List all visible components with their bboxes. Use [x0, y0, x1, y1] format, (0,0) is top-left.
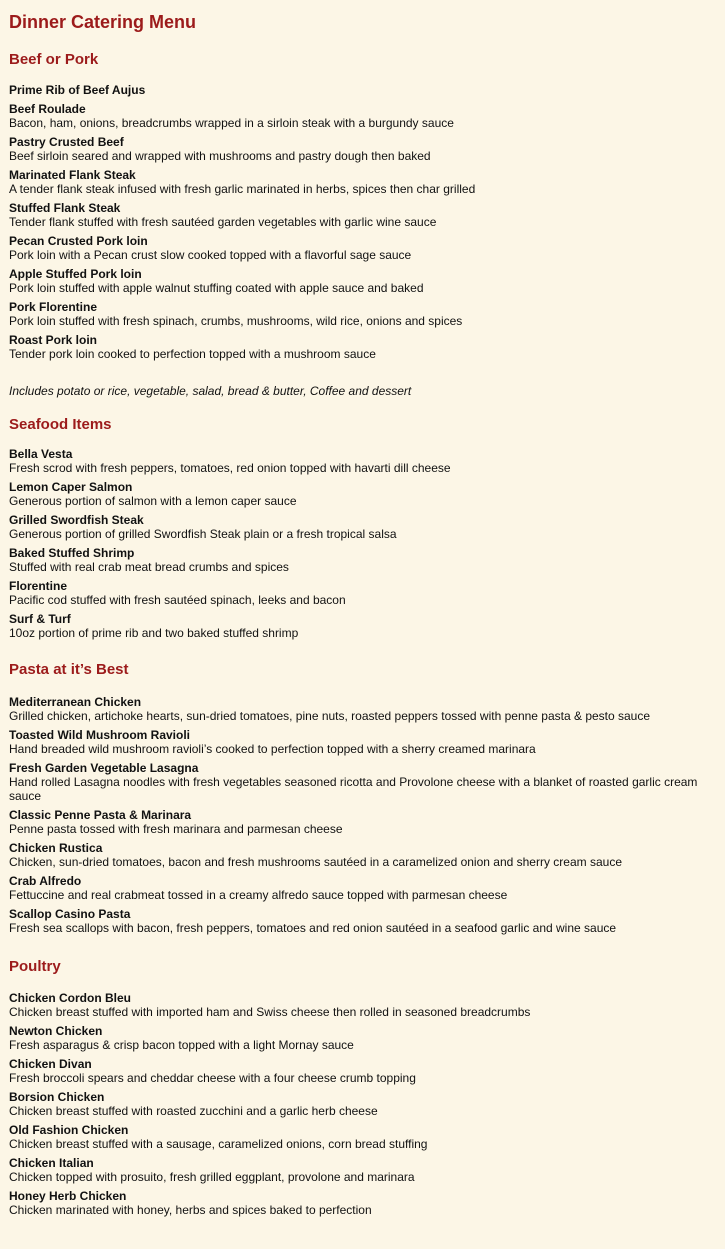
list-item [9, 234, 721, 262]
list-item [9, 546, 721, 574]
item-name: Florentine [9, 579, 68, 593]
list-item [9, 333, 721, 361]
list-item [9, 728, 721, 756]
item-description: Fettuccine and real crabmeat tossed in a creamy alfredo sauce topped with parmesan cheese [9, 888, 508, 902]
list-item [9, 991, 721, 1019]
item-description: Chicken topped with prosuito, fresh grilled eggplant, provolone and marinara [9, 1170, 415, 1184]
item-name: Fresh Garden Vegetable Lasagna [9, 761, 199, 775]
item-description: Fresh asparagus & crisp bacon topped with a light Mornay sauce [9, 1038, 354, 1052]
item-description: Chicken breast stuffed with a sausage, caramelized onions, corn bread stuffing [9, 1137, 428, 1151]
item-description: A tender flank steak infused with fresh garlic marinated in herbs, spices then char grilled [9, 182, 476, 196]
list-item [9, 1090, 721, 1118]
item-description: Generous portion of grilled Swordfish Steak plain or a fresh tropical salsa [9, 527, 397, 541]
item-name: Toasted Wild Mushroom Ravioli [9, 728, 191, 742]
item-name: Surf & Turf [9, 612, 71, 626]
item-name: Chicken Italian [9, 1156, 94, 1170]
section-title-poultry: Poultry [9, 958, 61, 975]
item-name: Apple Stuffed Pork loin [9, 267, 142, 281]
item-name: Pecan Crusted Pork loin [9, 234, 148, 248]
item-description: Penne pasta tossed with fresh marinara and parmesan cheese [9, 822, 343, 836]
list-item [9, 841, 721, 869]
item-description: 10oz portion of prime rib and two baked stuffed shrimp [9, 626, 299, 640]
section-items-beef-pork [9, 83, 721, 366]
list-item [9, 1024, 721, 1052]
item-description: Hand breaded wild mushroom ravioli’s cooked to perfection topped with a sherry creamed marinara [9, 742, 536, 756]
item-name: Prime Rib of Beef Aujus [9, 83, 146, 97]
list-item [9, 201, 721, 229]
list-item [9, 300, 721, 328]
list-item [9, 1123, 721, 1151]
item-name: Chicken Rustica [9, 841, 103, 855]
item-name: Chicken Cordon Bleu [9, 991, 132, 1005]
item-description: Fresh sea scallops with bacon, fresh peppers, tomatoes and red onion sautéed in a seafood garlic and wine sauce [9, 921, 617, 935]
item-description: Chicken breast stuffed with roasted zucchini and a garlic herb cheese [9, 1104, 378, 1118]
item-name: Old Fashion Chicken [9, 1123, 129, 1137]
item-name: Beef Roulade [9, 102, 86, 116]
item-description: Tender pork loin cooked to perfection topped with a mushroom sauce [9, 347, 376, 361]
item-name: Grilled Swordfish Steak [9, 513, 144, 527]
item-name: Classic Penne Pasta & Marinara [9, 808, 192, 822]
list-item [9, 874, 721, 902]
item-description: Bacon, ham, onions, breadcrumbs wrapped in a sirloin steak with a burgundy sauce [9, 116, 454, 130]
list-item [9, 695, 721, 723]
section-title-pasta: Pasta at it’s Best [9, 661, 129, 678]
item-description: Pork loin with a Pecan crust slow cooked topped with a flavorful sage sauce [9, 248, 412, 262]
item-name: Stuffed Flank Steak [9, 201, 121, 215]
item-description: Grilled chicken, artichoke hearts, sun-dried tomatoes, pine nuts, roasted peppers tossed with penne pasta & pesto sauce [9, 709, 651, 723]
item-name: Baked Stuffed Shrimp [9, 546, 135, 560]
item-description: Chicken, sun-dried tomatoes, bacon and fresh mushrooms sautéed in a caramelized onion and sherry cream sauce [9, 855, 622, 869]
item-name: Honey Herb Chicken [9, 1189, 127, 1203]
list-item [9, 808, 721, 836]
item-description: Chicken marinated with honey, herbs and spices baked to perfection [9, 1203, 372, 1217]
item-name: Pastry Crusted Beef [9, 135, 124, 149]
item-description: Pork loin stuffed with apple walnut stuffing coated with apple sauce and baked [9, 281, 424, 295]
list-item [9, 1057, 721, 1085]
list-item [9, 447, 721, 475]
item-description: Generous portion of salmon with a lemon caper sauce [9, 494, 297, 508]
item-name: Chicken Divan [9, 1057, 92, 1071]
item-description: Fresh scrod with fresh peppers, tomatoes, red onion topped with havarti dill cheese [9, 461, 451, 475]
item-name: Marinated Flank Steak [9, 168, 136, 182]
section-items-seafood [9, 447, 721, 645]
item-name: Lemon Caper Salmon [9, 480, 133, 494]
item-description: Tender flank stuffed with fresh sautéed garden vegetables with garlic wine sauce [9, 215, 437, 229]
list-item [9, 761, 721, 803]
list-item [9, 612, 721, 640]
item-description: Pacific cod stuffed with fresh sautéed spinach, leeks and bacon [9, 593, 346, 607]
item-name: Pork Florentine [9, 300, 98, 314]
section-title-seafood: Seafood Items [9, 416, 112, 433]
item-description: Stuffed with real crab meat bread crumbs and spices [9, 560, 289, 574]
list-item [9, 267, 721, 295]
section-items-pasta [9, 695, 721, 940]
includes-note: Includes potato or rice, vegetable, salad, bread & butter, Coffee and dessert [9, 384, 412, 398]
item-description: Hand rolled Lasagna noodles with fresh vegetables seasoned ricotta and Provolone cheese with a blanket of roasted garlic cream sauce [9, 775, 698, 803]
list-item [9, 513, 721, 541]
page-title: Dinner Catering Menu [9, 12, 197, 32]
item-name: Roast Pork loin [9, 333, 98, 347]
list-item [9, 168, 721, 196]
item-name: Borsion Chicken [9, 1090, 105, 1104]
item-name: Newton Chicken [9, 1024, 103, 1038]
list-item [9, 102, 721, 130]
list-item [9, 135, 721, 163]
item-name: Mediterranean Chicken [9, 695, 142, 709]
section-title-beef-pork: Beef or Pork [9, 51, 99, 68]
section-items-poultry [9, 991, 721, 1222]
item-description: Beef sirloin seared and wrapped with mushrooms and pastry dough then baked [9, 149, 431, 163]
list-item [9, 1189, 721, 1217]
list-item [9, 907, 721, 935]
item-description: Chicken breast stuffed with imported ham and Swiss cheese then rolled in seasoned breadcrumbs [9, 1005, 531, 1019]
item-description: Fresh broccoli spears and cheddar cheese with a four cheese crumb topping [9, 1071, 416, 1085]
list-item [9, 1156, 721, 1184]
item-name: Bella Vesta [9, 447, 73, 461]
item-description: Pork loin stuffed with fresh spinach, crumbs, mushrooms, wild rice, onions and spices [9, 314, 463, 328]
list-item [9, 83, 721, 97]
list-item [9, 579, 721, 607]
list-item [9, 480, 721, 508]
item-name: Scallop Casino Pasta [9, 907, 131, 921]
item-name: Crab Alfredo [9, 874, 82, 888]
